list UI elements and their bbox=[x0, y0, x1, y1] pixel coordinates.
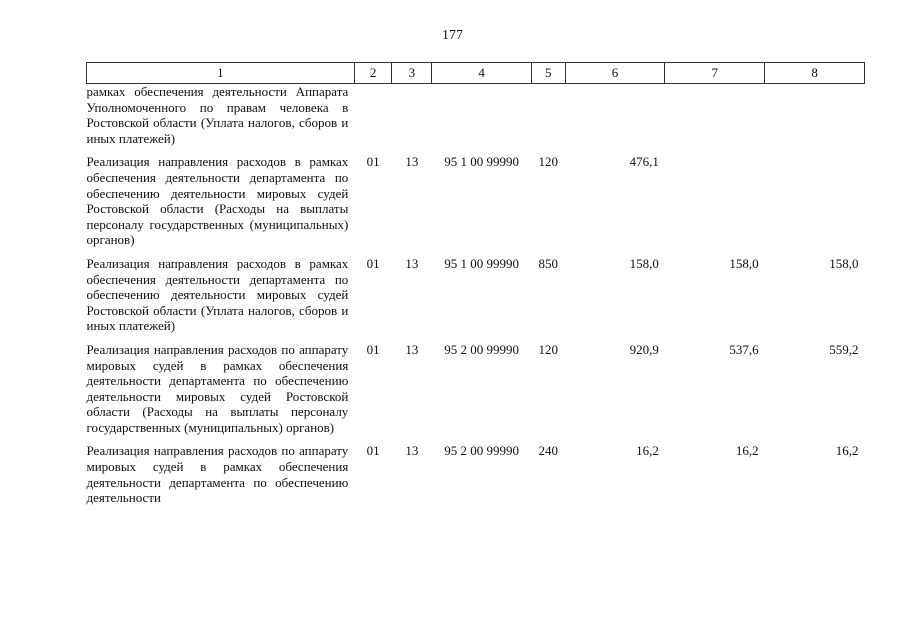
table-row bbox=[87, 443, 865, 513]
row-subsection-code: 13 bbox=[405, 255, 419, 271]
page-number: 177 bbox=[442, 28, 463, 43]
table-row bbox=[87, 84, 865, 155]
row-amount-col6 bbox=[565, 84, 665, 155]
row-amount-col8 bbox=[765, 84, 865, 155]
table-row bbox=[87, 342, 865, 444]
row-subsection-code: 13 bbox=[405, 154, 419, 170]
row-expense-type: 120 bbox=[538, 154, 559, 170]
row-amount-col8: 158,0 bbox=[829, 255, 859, 271]
row-section-code: 01 bbox=[366, 443, 380, 459]
row-target-article: 95 1 00 99990 bbox=[444, 255, 519, 271]
row-target-article: 95 2 00 99990 bbox=[444, 443, 519, 459]
column-header-7: 7 bbox=[665, 63, 765, 84]
row-subsection-code: 13 bbox=[405, 341, 419, 357]
row-amount-col7 bbox=[665, 154, 765, 256]
table-row bbox=[87, 256, 865, 342]
row-target-article: 95 1 00 99990 bbox=[444, 154, 519, 170]
column-header-1: 1 bbox=[87, 63, 355, 84]
row-amount-col8: 559,2 bbox=[829, 341, 859, 357]
row-amount-col6: 158,0 bbox=[629, 255, 659, 271]
row-description: рамках обеспечения деятельности Аппарата Уполномоченного по правам человека в Ростовской области (Уплата налогов, сборов и иных платежей) bbox=[86, 84, 349, 146]
column-header-8: 8 bbox=[765, 63, 865, 84]
column-header-5: 5 bbox=[531, 63, 565, 84]
row-section-code bbox=[354, 84, 392, 155]
row-expense-type: 240 bbox=[538, 443, 559, 459]
row-section-code: 01 bbox=[366, 154, 380, 170]
column-number-row bbox=[87, 63, 865, 84]
row-expense-type bbox=[531, 84, 565, 155]
row-description: Реализация направления расходов в рамках обеспечения деятельности департамента по обеспечению деятельности мировых судей Ростовской области (Расходы на выплаты персоналу государственных (муниципальных) органов) bbox=[86, 154, 349, 248]
row-amount-col8: 16,2 bbox=[835, 443, 859, 459]
row-description: Реализация направления расходов по аппарату мировых судей в рамках обеспечения деятельности департамента по обеспечению деятельности мировых судей Ростовской области (Расходы на выплаты персоналу государственных (муниципальных) органов) bbox=[86, 341, 349, 435]
row-description: Реализация направления расходов в рамках обеспечения деятельности департамента по обеспечению деятельности мировых судей Ростовской области (Уплата налогов, сборов и иных платежей) bbox=[86, 255, 349, 334]
row-description: Реализация направления расходов по аппарату мировых судей в рамках обеспечения деятельности департамента по обеспечению деятельности bbox=[86, 443, 349, 506]
budget-table bbox=[86, 62, 865, 514]
row-section-code: 01 bbox=[366, 255, 380, 271]
row-amount-col7 bbox=[665, 84, 765, 155]
column-header-4: 4 bbox=[432, 63, 532, 84]
row-amount-col6: 920,9 bbox=[629, 341, 659, 357]
row-target-article: 95 2 00 99990 bbox=[444, 341, 519, 357]
column-header-6: 6 bbox=[565, 63, 665, 84]
row-expense-type: 120 bbox=[538, 341, 559, 357]
row-amount-col6: 476,1 bbox=[629, 154, 659, 170]
row-subsection-code: 13 bbox=[405, 443, 419, 459]
row-amount-col7: 537,6 bbox=[729, 341, 759, 357]
column-header-2: 2 bbox=[354, 63, 392, 84]
row-expense-type: 850 bbox=[538, 255, 559, 271]
table-row bbox=[87, 154, 865, 256]
row-amount-col8 bbox=[765, 154, 865, 256]
row-target-article bbox=[432, 84, 532, 155]
row-amount-col7: 16,2 bbox=[735, 443, 759, 459]
row-section-code: 01 bbox=[366, 341, 380, 357]
row-amount-col6: 16,2 bbox=[636, 443, 659, 459]
row-amount-col7: 158,0 bbox=[729, 255, 759, 271]
row-subsection-code bbox=[392, 84, 432, 155]
column-header-3: 3 bbox=[392, 63, 432, 84]
